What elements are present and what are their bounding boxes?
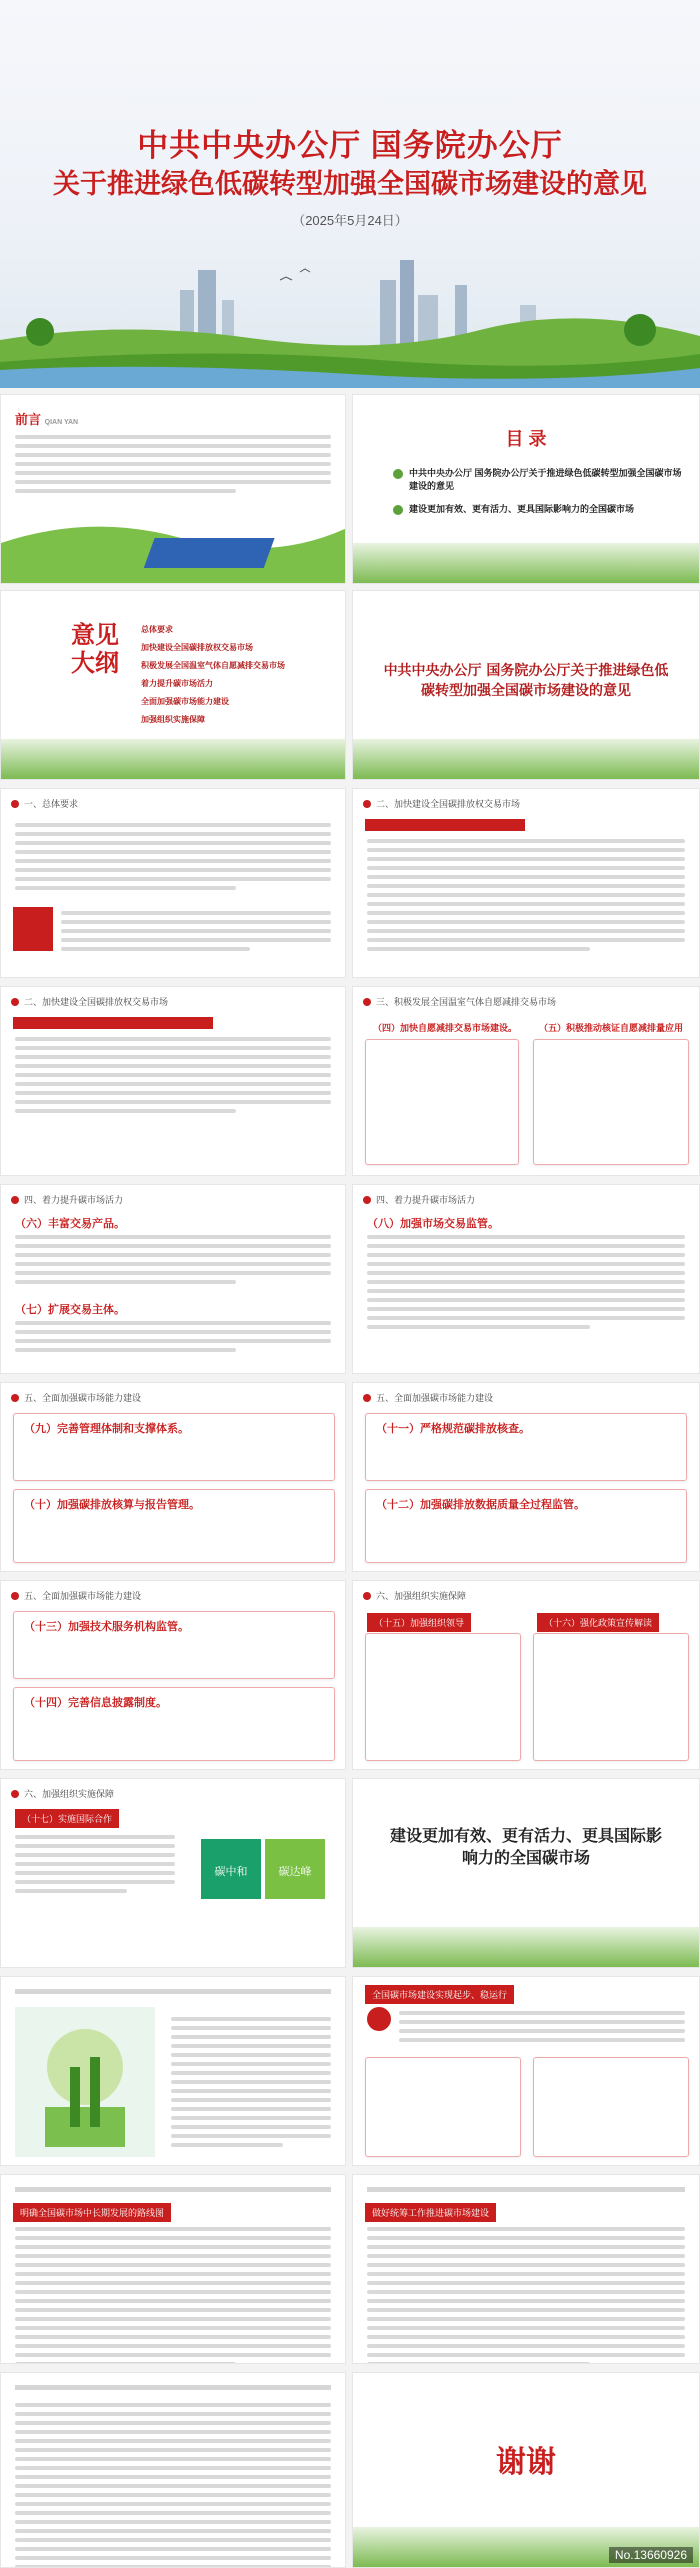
- section-title: 二、加快建设全国碳排放权交易市场: [376, 799, 521, 809]
- section-dot-icon: [363, 1394, 371, 1402]
- article-title-1: 全国碳市场建设实现起步、稳运行: [365, 1985, 514, 2004]
- thanks-text: 谢谢: [496, 2445, 556, 2480]
- article-title-3: 做好统筹工作推进碳市场建设: [365, 2203, 496, 2222]
- grass-footer: [1, 739, 345, 779]
- section-title: 五、全面加强碳市场能力建设: [24, 1393, 142, 1403]
- puzzle-left-label: 碳中和: [214, 1865, 248, 1878]
- slogan-slide: [352, 1778, 700, 1968]
- section-dot-icon: [11, 1394, 19, 1402]
- closing-slogan: 建设更加有效、更有活力、更具国际影响力的全国碳市场: [389, 1826, 662, 1867]
- toc-heading: 目 录: [505, 429, 547, 449]
- content-card: [13, 1413, 335, 1481]
- cover-date: （2025年5月24日）: [292, 213, 408, 228]
- grass-footer: [353, 739, 699, 779]
- grass-footer: [353, 543, 699, 583]
- title-slide: [352, 590, 700, 780]
- section-title: 一、总体要求: [24, 799, 79, 809]
- subsection-8-title: （八）加强市场交易监管。: [367, 1218, 499, 1230]
- section4-continued-slide: [352, 1184, 700, 1374]
- preface-heading-en: QIAN YAN: [44, 419, 79, 426]
- section-dot-icon: [363, 1592, 371, 1600]
- subsection-15-title: （十五）加强组织领导: [367, 1613, 471, 1632]
- subsection-6-title: （六）丰富交易产品。: [15, 1218, 125, 1230]
- section5-continued-slide: [352, 1382, 700, 1572]
- section-title: 五、全面加强碳市场能力建设: [376, 1393, 494, 1403]
- section-dot-icon: [363, 800, 371, 808]
- section-dot-icon: [363, 998, 371, 1006]
- toc-bullet-icon: [393, 505, 403, 515]
- section3-slide: [352, 986, 700, 1176]
- outline-item[interactable]: 总体要求: [141, 625, 173, 634]
- section-dot-icon: [11, 1592, 19, 1600]
- cover-title-line2: 关于推进绿色低碳转型加强全国碳市场建设的意见: [53, 169, 647, 199]
- section-dot-icon: [363, 1196, 371, 1204]
- section-title: 四、着力提升碳市场活力: [376, 1195, 476, 1205]
- section-dot-icon: [11, 1790, 19, 1798]
- title-slide-text: 中共中央办公厅 国务院办公厅关于推进绿色低碳转型加强全国碳市场建设的意见: [383, 663, 669, 699]
- outline-list: [141, 621, 285, 729]
- outline-item[interactable]: 全面加强碳市场能力建设: [141, 697, 229, 706]
- section-dot-icon: [11, 800, 19, 808]
- section5-more-slide: [0, 1580, 346, 1770]
- subsection-9-title: （九）完善管理体制和支撑体系。: [24, 1423, 189, 1435]
- article-header-line: [367, 2187, 685, 2192]
- toc-slide: [352, 394, 700, 584]
- outline-item[interactable]: 着力提升碳市场活力: [141, 679, 213, 688]
- outline-slide: [0, 590, 346, 780]
- red-subheading-bar: [13, 1017, 213, 1029]
- outline-item[interactable]: 积极发展全国温室气体自愿减排交易市场: [141, 661, 285, 670]
- cover-slide: [0, 0, 700, 388]
- article-header-line: [15, 2187, 331, 2192]
- content-card: [13, 1611, 335, 1679]
- section-title: 四、着力提升碳市场活力: [24, 1195, 124, 1205]
- section1-slide: [0, 788, 346, 978]
- subsection-16-title: （十六）强化政策宣传解读: [537, 1613, 659, 1632]
- person-icon: [367, 2007, 391, 2031]
- section-red-block: [13, 907, 53, 951]
- grass-footer: [353, 1927, 699, 1967]
- subsection-17-title: （十七）实施国际合作: [15, 1809, 119, 1828]
- section4-slide: [0, 1184, 346, 1374]
- section-dot-icon: [11, 998, 19, 1006]
- watermark-id: No.13660926: [609, 2547, 693, 2563]
- outline-item[interactable]: 加强组织实施保障: [141, 715, 205, 724]
- preface-text-block: [15, 435, 331, 498]
- section2-continued-slide: [0, 986, 346, 1176]
- section5-slide: [0, 1382, 346, 1572]
- red-subheading-bar: [365, 819, 525, 831]
- article-title-2: 明确全国碳市场中长期发展的路线图: [13, 2203, 171, 2222]
- interpretation-slide-5: [0, 2372, 346, 2568]
- section-title: 二、加快建设全国碳排放权交易市场: [24, 997, 169, 1007]
- content-card: [365, 1633, 521, 1761]
- content-card: [13, 1489, 335, 1563]
- content-card: [13, 1687, 335, 1761]
- outline-heading: 意见大纲: [71, 620, 119, 677]
- section-title: 五、全面加强碳市场能力建设: [24, 1591, 142, 1601]
- preface-slide: [0, 394, 346, 584]
- subsection-5-title: （五）积极推动核证自愿减排量应用: [539, 1023, 684, 1033]
- section-title: 六、加强组织实施保障: [376, 1591, 467, 1601]
- content-card: [365, 2057, 521, 2157]
- section-title: 三、积极发展全国温室气体自愿减排交易市场: [376, 997, 557, 1007]
- preface-heading: 前言: [15, 412, 42, 427]
- green-energy-illustration: [15, 2007, 155, 2157]
- section6-slide: [352, 1580, 700, 1770]
- subsection-7-title: （七）扩展交易主体。: [15, 1304, 125, 1316]
- section6-continued-slide: [0, 1778, 346, 1968]
- subsection-12-title: （十二）加强碳排放数据质量全过程监管。: [376, 1499, 585, 1511]
- content-card: [365, 1039, 519, 1165]
- toc-item-1[interactable]: 中共中央办公厅 国务院办公厅关于推进绿色低碳转型加强全国碳市场建设的意见: [409, 468, 682, 491]
- puzzle-right-label: 碳达峰: [278, 1865, 312, 1878]
- interpretation-slide-3: [0, 2174, 346, 2364]
- content-card: [533, 1633, 689, 1761]
- toc-bullet-icon: [393, 469, 403, 479]
- content-card: [533, 1039, 689, 1165]
- puzzle-illustration: [191, 1819, 331, 1929]
- section-title: 六、加强组织实施保障: [24, 1789, 115, 1799]
- outline-item[interactable]: 加快建设全国碳排放权交易市场: [141, 643, 253, 652]
- content-card: [533, 2057, 689, 2157]
- interpretation-slide-1: [0, 1976, 346, 2166]
- solar-field-illustration: [1, 493, 346, 583]
- content-card: [365, 1413, 687, 1481]
- content-card: [365, 1489, 687, 1563]
- subsection-4-title: （四）加快自愿减排交易市场建设。: [373, 1023, 518, 1033]
- interpretation-slide-4: [352, 2174, 700, 2364]
- thanks-slide: [352, 2372, 700, 2568]
- city-skyline-illustration: [0, 250, 700, 388]
- subsection-14-title: （十四）完善信息披露制度。: [24, 1697, 167, 1709]
- subsection-10-title: （十）加强碳排放核算与报告管理。: [24, 1499, 200, 1511]
- section-dot-icon: [11, 1196, 19, 1204]
- article-header-line: [15, 2385, 331, 2390]
- cover-title-line1: 中共中央办公厅 国务院办公厅: [137, 128, 563, 163]
- subsection-11-title: （十一）严格规范碳排放核查。: [376, 1423, 530, 1435]
- section2-slide: [352, 788, 700, 978]
- interpretation-slide-2: [352, 1976, 700, 2166]
- subsection-13-title: （十三）加强技术服务机构监管。: [24, 1621, 189, 1633]
- toc-item-2[interactable]: 建设更加有效、更有活力、更具国际影响力的全国碳市场: [409, 504, 635, 514]
- article-header-line: [15, 1989, 331, 1994]
